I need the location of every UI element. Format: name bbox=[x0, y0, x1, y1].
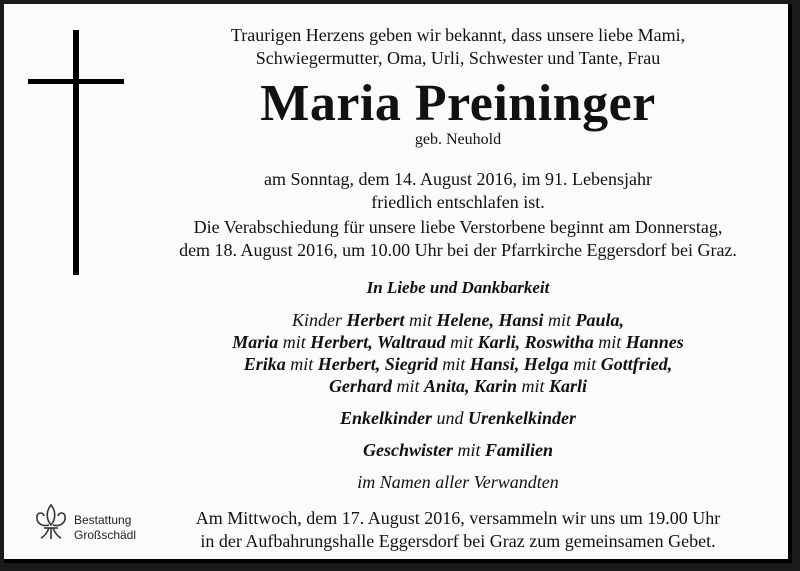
connector-text: mit bbox=[391, 376, 424, 396]
obituary-notice bbox=[4, 4, 792, 563]
farewell-line-2: dem 18. August 2016, um 10.00 Uhr bei der Pfarrkirche Eggersdorf bei Graz. bbox=[179, 240, 737, 260]
connector-text: mit bbox=[517, 376, 550, 396]
children-line bbox=[144, 310, 772, 331]
name-text: Hansi, Helga bbox=[469, 354, 569, 374]
connector-text: Kinder bbox=[291, 310, 347, 330]
connector-text: mit bbox=[404, 310, 437, 330]
funeral-home-name bbox=[74, 513, 136, 543]
deceased-name: Maria Preininger bbox=[260, 75, 656, 132]
cross-icon-bar bbox=[28, 79, 124, 84]
connector-text: mit bbox=[437, 354, 470, 374]
closing-line-1: Am Mittwoch, dem 17. August 2016, versammeln wir uns um 19.00 Uhr bbox=[195, 508, 721, 528]
children-line bbox=[144, 354, 772, 375]
connector-text: mit bbox=[593, 332, 626, 352]
connector-text: und bbox=[432, 408, 468, 428]
name-text: Maria bbox=[232, 332, 279, 352]
funeral-home-line-1: Bestattung bbox=[74, 513, 132, 527]
maiden-name: geb. Neuhold bbox=[414, 131, 502, 148]
funeral-home-line-2: Großschädl bbox=[74, 528, 137, 542]
name-text: Gerhard bbox=[328, 376, 392, 396]
connector-text: mit bbox=[568, 354, 601, 374]
relatives-line: im Namen aller Verwandten bbox=[357, 472, 559, 492]
intro-line-2: Schwiegermutter, Oma, Urli, Schwester und Tante, Frau bbox=[255, 48, 661, 68]
fleur-de-lis-icon bbox=[32, 501, 70, 545]
death-line-1: am Sonntag, dem 14. August 2016, im 91. Lebensjahr bbox=[264, 169, 652, 189]
name-text: Hannes bbox=[625, 332, 684, 352]
intro-line-1: Traurigen Herzens geben wir bekannt, dass unsere liebe Mami, bbox=[230, 25, 686, 45]
name-text: Paula, bbox=[575, 310, 625, 330]
name-text: Herbert bbox=[346, 310, 405, 330]
children-line bbox=[144, 332, 772, 353]
mourners-heading: In Liebe und Dankbarkeit bbox=[366, 278, 550, 297]
name-text: Herbert, Siegrid bbox=[317, 354, 438, 374]
name-text: Urenkelkinder bbox=[468, 408, 576, 428]
cross-icon bbox=[73, 30, 79, 275]
connector-text: mit bbox=[543, 310, 576, 330]
children-line bbox=[144, 376, 772, 397]
name-text: Geschwister bbox=[362, 440, 453, 460]
connector-text: mit bbox=[452, 440, 485, 460]
connector-text: mit bbox=[285, 354, 318, 374]
name-text: Familien bbox=[485, 440, 554, 460]
funeral-home-logo bbox=[32, 501, 152, 545]
name-text: Helene, Hansi bbox=[436, 310, 544, 330]
name-text: Gottfried, bbox=[600, 354, 673, 374]
connector-text: mit bbox=[278, 332, 311, 352]
notice-text bbox=[144, 4, 772, 563]
grandchildren-line bbox=[144, 408, 772, 429]
siblings-line bbox=[144, 440, 772, 461]
farewell-line-1: Die Verabschiedung für unsere liebe Verstorbene beginnt am Donnerstag, bbox=[193, 217, 723, 237]
name-text: Karli, Roswitha bbox=[477, 332, 594, 352]
closing-line-2: in der Aufbahrungshalle Eggersdorf bei Graz zum gemeinsamen Gebet. bbox=[200, 531, 716, 551]
connector-text: mit bbox=[445, 332, 478, 352]
name-text: Karli bbox=[549, 376, 588, 396]
name-text: Herbert, Waltraud bbox=[310, 332, 446, 352]
death-line-2: friedlich entschlafen ist. bbox=[371, 192, 545, 212]
name-text: Erika bbox=[243, 354, 286, 374]
name-text: Enkelkinder bbox=[339, 408, 432, 428]
name-text: Anita, Karin bbox=[423, 376, 518, 396]
